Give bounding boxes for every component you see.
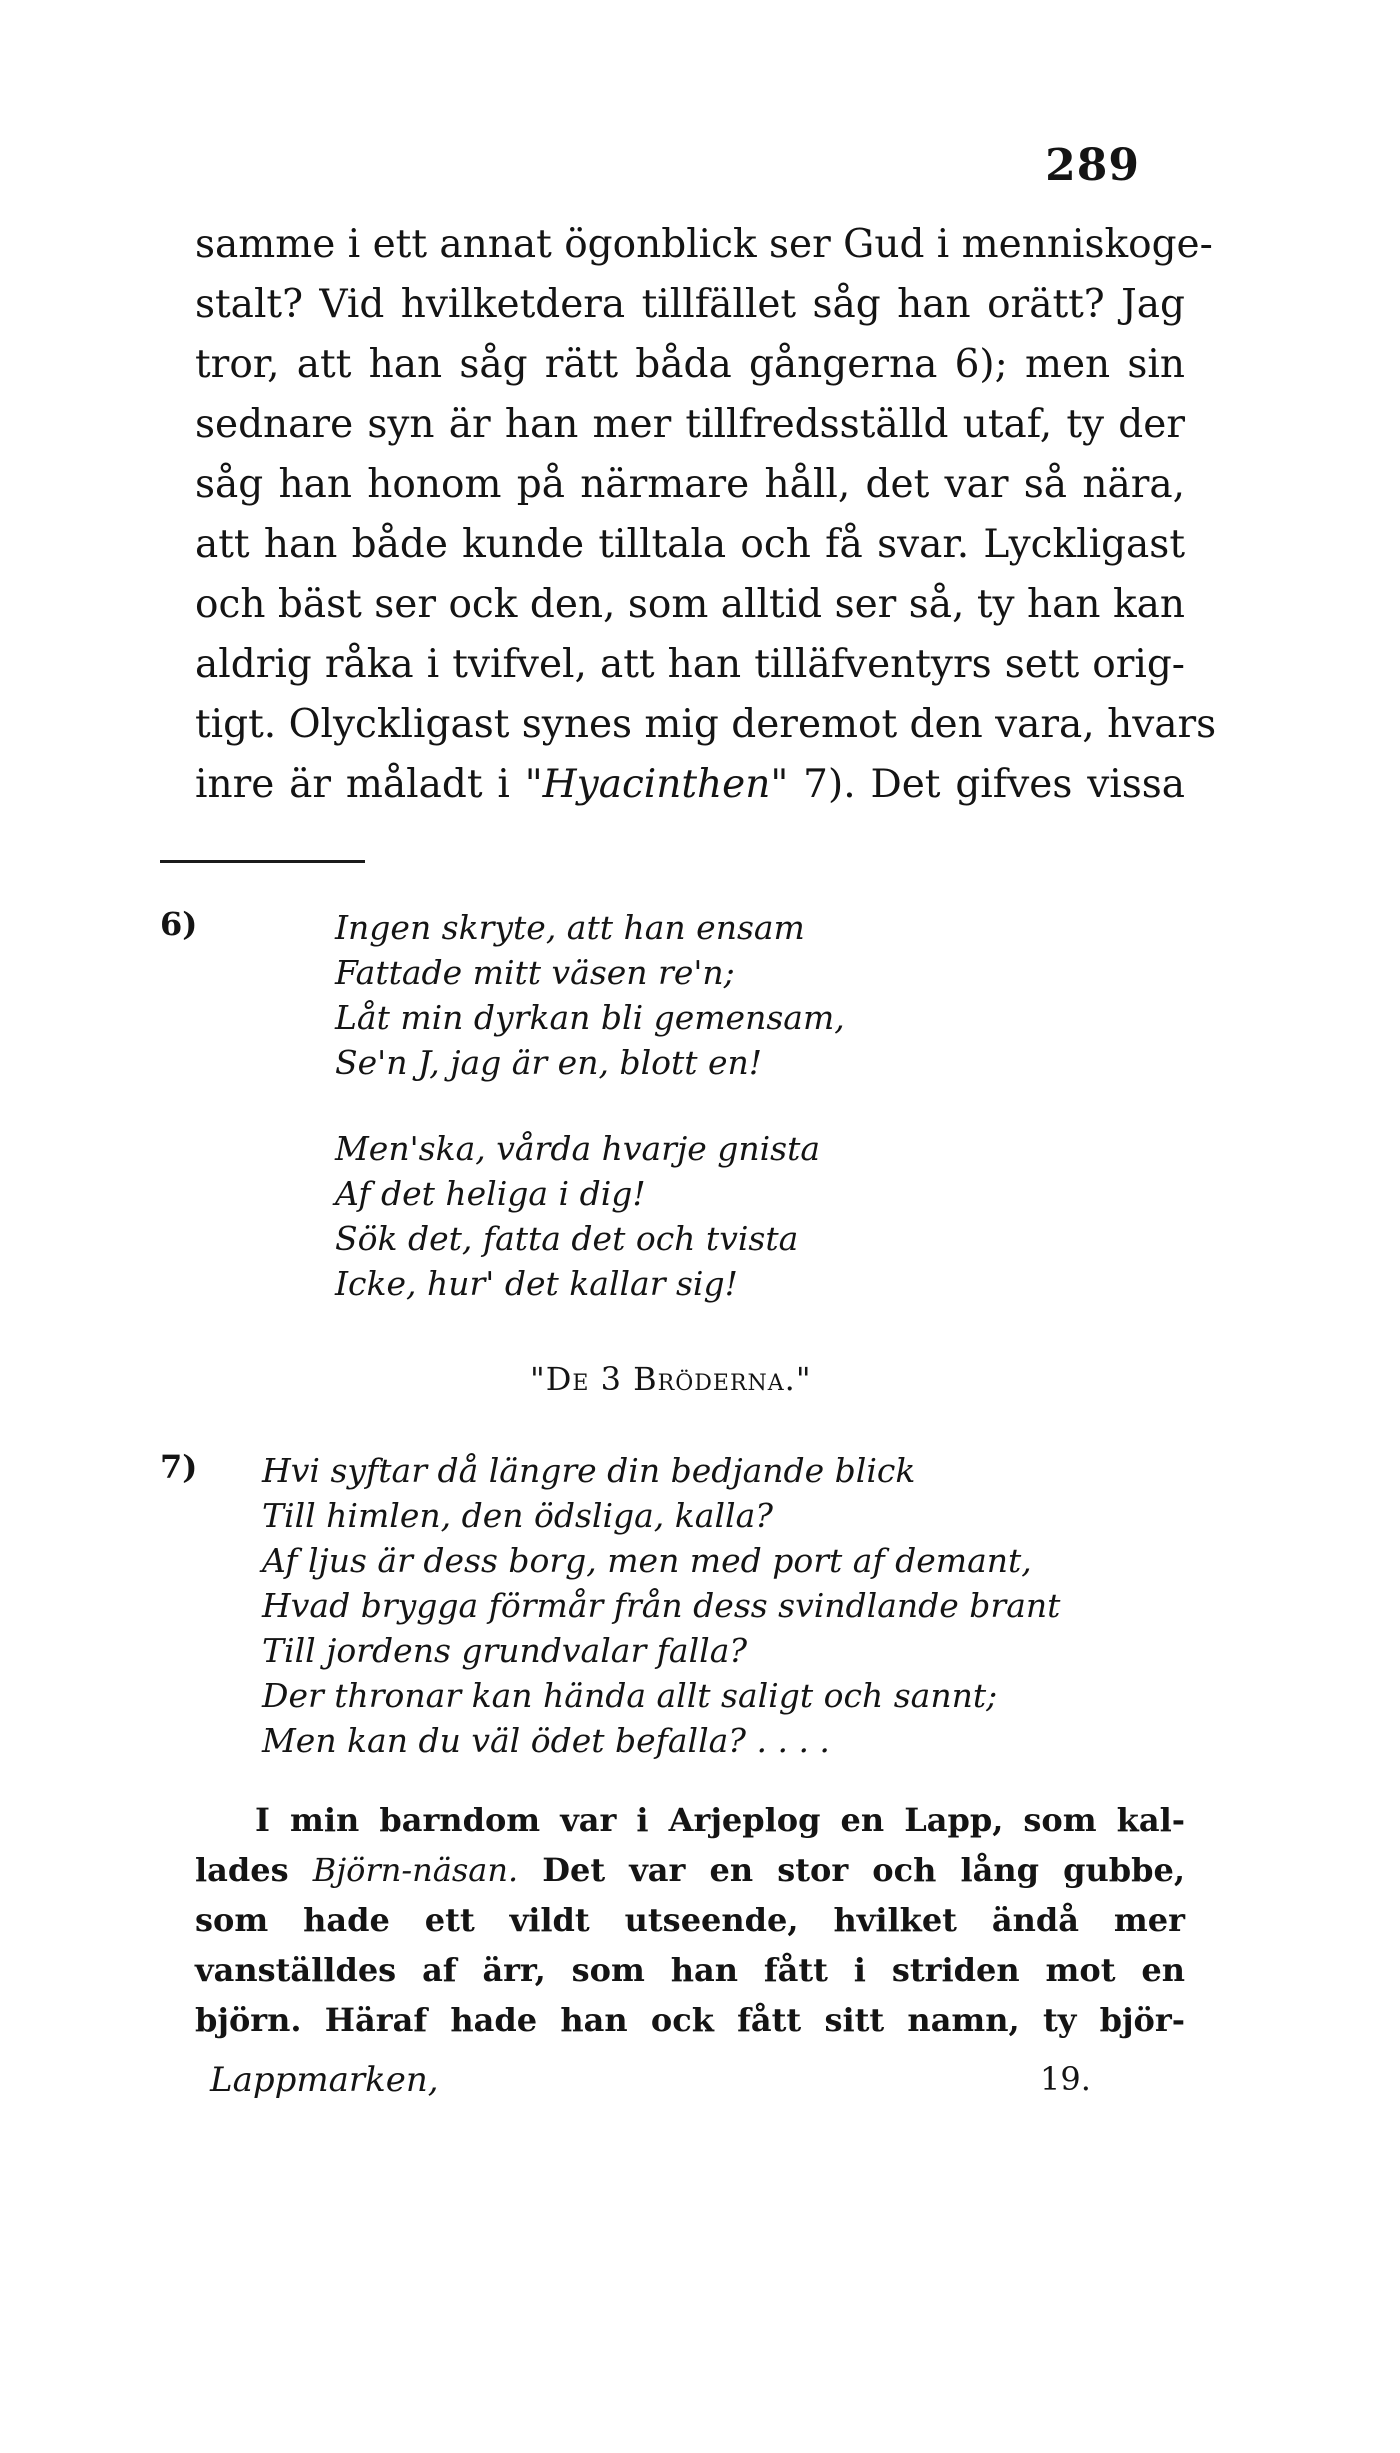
poem-line: Se'n J, jag är en, blott en!	[335, 1043, 763, 1082]
attribution-text: "De 3 Bröderna."	[530, 1360, 812, 1398]
poem-line: Af ljus är dess borg, men med port af demant,	[262, 1541, 1032, 1580]
poem-line: Af det heliga i dig!	[335, 1174, 646, 1213]
poem-line: Hvad brygga förmår från dess svindlande brant	[262, 1586, 1061, 1625]
text-run: 7). Det gifves vissa	[788, 762, 1185, 807]
text-line: tigt. Olyckligast synes mig deremot den vara, hvars	[195, 702, 1217, 747]
text-line: aldrig råka i tvifvel, att han tilläfventyrs sett orig-	[195, 642, 1185, 687]
footnote-7-poem	[262, 1448, 1060, 1763]
sheet-number: 19.	[1040, 2060, 1091, 2098]
poem-line: Men kan du väl ödet befalla? . . . .	[262, 1721, 830, 1760]
text-line: björn. Häraf hade han ock fått sitt namn, ty björ-	[195, 2001, 1185, 2039]
poem-line: Ingen skryte, att han ensam	[335, 908, 805, 947]
text-run: Det var en stor och lång gubbe,	[518, 1851, 1185, 1889]
poem-line: Fattade mitt väsen re'n;	[335, 953, 735, 992]
text-line: vanställdes af ärr, som han fått i striden mot en	[195, 1951, 1185, 1989]
title-hyacinthen: "Hyacinthen"	[524, 762, 789, 807]
text-line-last	[195, 755, 1185, 815]
footnote-6-stanza-2	[335, 1126, 820, 1306]
main-paragraph	[195, 215, 1217, 815]
poem-line: Hvi syftar då längre din bedjande blick	[262, 1451, 916, 1490]
text-line: stalt? Vid hvilketdera tillfället såg han orätt? Jag	[195, 282, 1185, 327]
poem-line: Sök det, fatta det och tvista	[335, 1219, 799, 1258]
second-paragraph	[195, 1795, 1185, 2045]
poem-line: Der thronar kan hända allt saligt och sannt;	[262, 1676, 998, 1715]
text-line	[195, 1845, 1185, 1895]
poem-line: Till jordens grundvalar falla?	[262, 1631, 748, 1670]
name-bjorn-nasan: Björn-näsan.	[312, 1851, 519, 1889]
footnote-marker-7: 7)	[160, 1448, 198, 1486]
text-line: tror, att han såg rätt båda gångerna 6); men sin	[195, 342, 1185, 387]
footnote-6-attribution	[530, 1360, 812, 1398]
text-run: lades	[195, 1851, 313, 1889]
text-line: samme i ett annat ögonblick ser Gud i menniskoge-	[195, 222, 1213, 267]
poem-line: Icke, hur' det kallar sig!	[335, 1264, 738, 1303]
signature-lappmarken: Lappmarken,	[210, 2060, 439, 2100]
footnote-marker-6: 6)	[160, 905, 198, 943]
poem-line: Men'ska, vårda hvarje gnista	[335, 1129, 821, 1168]
footnote-divider	[160, 860, 365, 863]
footnote-6-stanza-1	[335, 905, 845, 1085]
text-line: sednare syn är han mer tillfredsställd utaf, ty der	[195, 402, 1185, 447]
text-line: såg han honom på närmare håll, det var så nära,	[195, 462, 1185, 507]
text-line: I min barndom var i Arjeplog en Lapp, som kal-	[255, 1801, 1185, 1839]
poem-line: Till himlen, den ödsliga, kalla?	[262, 1496, 773, 1535]
text-run: inre är måladt i	[195, 762, 525, 807]
poem-line: Låt min dyrkan bli gemensam,	[335, 998, 845, 1037]
text-line: och bäst ser ock den, som alltid ser så, ty han kan	[195, 582, 1185, 627]
text-line: att han både kunde tilltala och få svar. Lyckligast	[195, 522, 1185, 567]
page-number: 289	[1045, 140, 1140, 191]
text-line: som hade ett vildt utseende, hvilket ändå mer	[195, 1901, 1185, 1939]
